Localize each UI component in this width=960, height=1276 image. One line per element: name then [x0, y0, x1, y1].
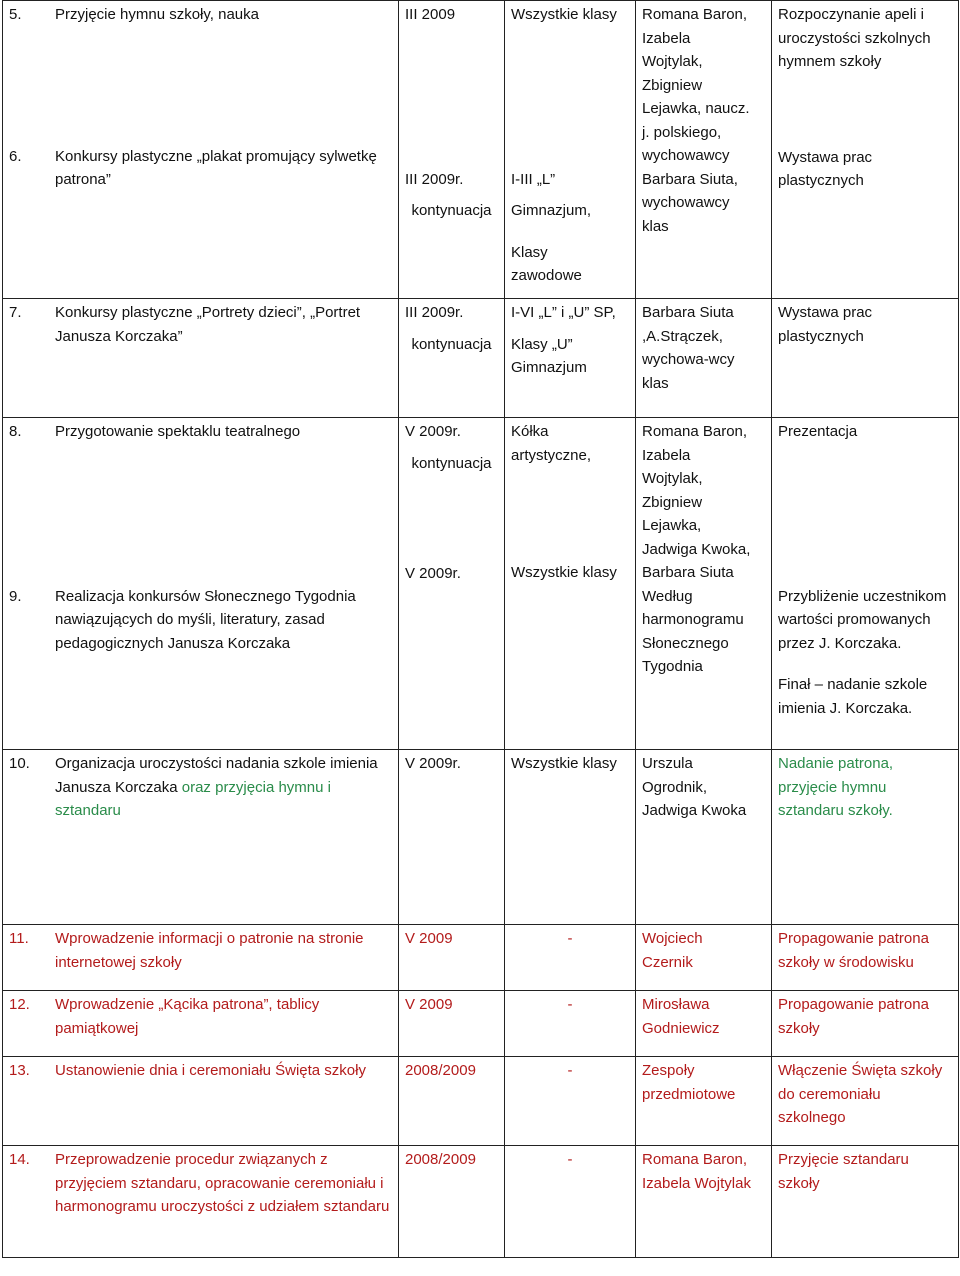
responsible-cell	[636, 925, 772, 991]
table-row	[3, 418, 959, 750]
responsible-text: Jadwiga Kwoka,	[642, 540, 751, 558]
date-text: V 2009r.	[405, 565, 461, 582]
result-cell	[772, 1, 959, 299]
responsible-text: Barbara Siuta,	[642, 170, 738, 188]
responsible-text: Zbigniew	[642, 76, 703, 94]
task-text-part: Organizacja uroczystości nadania szkole imienia Janusza Korczaka	[55, 755, 378, 796]
responsible-text: klas	[642, 374, 669, 392]
responsible-text: Barbara Siuta	[642, 304, 734, 321]
date-note: kontynuacja	[411, 335, 492, 353]
date-cell	[399, 299, 505, 418]
group-cell	[505, 991, 636, 1057]
responsible-text: Lejawka, naucz.	[642, 100, 750, 117]
result-text: Wystawa prac plastycznych	[778, 304, 873, 345]
responsible-cell	[636, 991, 772, 1057]
group-cell	[505, 1146, 636, 1258]
responsible-cell	[636, 1146, 772, 1258]
result-text: Włączenie Święta szkoły do ceremoniału szkolnego	[778, 1062, 943, 1126]
responsible-text: wychowawcy	[642, 194, 730, 211]
group-text: Gimnazjum	[511, 359, 587, 376]
row-number: 12.	[9, 996, 30, 1013]
responsible-text: ,A.Strączek,	[642, 327, 723, 345]
responsible-text: Izabela	[642, 29, 691, 47]
group-text: Wszystkie klasy	[511, 564, 617, 581]
date-text: 2008/2009	[405, 1062, 476, 1079]
task-cell	[3, 1057, 399, 1146]
task-text: Konkursy plastyczne „Portrety dzieci”, „Portret Janusza Korczaka”	[55, 304, 361, 345]
task-cell	[3, 1146, 399, 1258]
row-number: 13.	[9, 1062, 30, 1079]
result-cell	[772, 750, 959, 925]
date-cell	[399, 1146, 505, 1258]
group-text: -	[567, 1151, 573, 1168]
responsible-cell	[636, 299, 772, 418]
date-text: V 2009r.	[405, 423, 461, 440]
result-text: Finał – nadanie szkole imienia J. Korczaka.	[778, 676, 928, 717]
date-cell	[399, 991, 505, 1057]
responsible-text: Słonecznego	[642, 634, 729, 652]
result-cell	[772, 1057, 959, 1146]
result-text: Przyjęcie sztandaru szkoły	[778, 1151, 909, 1192]
group-text: Klasy „U”	[511, 335, 573, 353]
result-text: Propagowanie patrona szkoły w środowisku	[778, 930, 929, 971]
group-text: Wszystkie klasy	[511, 755, 617, 772]
responsible-text: Mirosława	[642, 996, 710, 1013]
group-text: Wszystkie klasy	[511, 6, 617, 23]
result-cell	[772, 925, 959, 991]
group-cell	[505, 1057, 636, 1146]
row-number: 6.	[9, 147, 22, 165]
group-text: zawodowe	[511, 267, 582, 284]
row-number: 10.	[9, 755, 30, 772]
responsible-text: harmonogramu	[642, 611, 744, 628]
responsible-text: Wojciech	[642, 930, 703, 947]
group-cell	[505, 750, 636, 925]
date-cell	[399, 1, 505, 299]
task-text: Przeprowadzenie procedur związanych z przyjęciem sztandaru, opracowanie ceremoniału i harmonogramu uroczystości z udziałem sztandaru	[55, 1151, 390, 1215]
responsible-cell	[636, 1, 772, 299]
date-text: III 2009r.	[405, 304, 464, 321]
group-text: -	[567, 996, 573, 1013]
date-cell	[399, 925, 505, 991]
task-cell	[3, 991, 399, 1057]
result-cell	[772, 1146, 959, 1258]
responsible-text: Zespoły	[642, 1062, 695, 1079]
task-text: Wprowadzenie informacji o patronie na stronie internetowej szkoły	[55, 930, 364, 971]
date-text: V 2009	[405, 996, 453, 1013]
responsible-text: Izabela	[642, 446, 691, 464]
group-text: Kółka artystyczne,	[511, 423, 592, 464]
table-row	[3, 1057, 959, 1146]
date-text: V 2009r.	[405, 755, 461, 772]
date-text: V 2009	[405, 930, 453, 947]
result-text: Przybliżenie uczestnikom wartości promowanych przez J. Korczaka.	[778, 587, 947, 652]
table-row	[3, 991, 959, 1057]
date-text: III 2009	[405, 6, 456, 23]
date-note: kontynuacja	[411, 454, 492, 472]
result-cell	[772, 299, 959, 418]
task-cell	[3, 925, 399, 991]
responsible-text: Czernik	[642, 953, 693, 971]
responsible-text: Zbigniew	[642, 493, 703, 511]
result-text: Prezentacja	[778, 423, 858, 440]
task-text: Konkursy plastyczne „plakat promujący sylwetkę patrona”	[55, 147, 377, 188]
responsible-cell	[636, 750, 772, 925]
responsible-text: Według	[642, 587, 693, 605]
responsible-cell	[636, 1057, 772, 1146]
responsible-text: Romana Baron,	[642, 6, 748, 23]
task-text: Przyjęcie hymnu szkoły, nauka	[55, 6, 259, 23]
responsible-text: Wojtylak,	[642, 470, 703, 487]
table-row	[3, 750, 959, 925]
result-cell	[772, 991, 959, 1057]
responsible-text: wychowawcy	[642, 147, 730, 164]
result-text: Rozpoczynanie apeli i uroczystości szkolnych hymnem szkoły	[778, 6, 931, 70]
date-cell	[399, 750, 505, 925]
table-row	[3, 1146, 959, 1258]
responsible-text: Wojtylak,	[642, 53, 703, 70]
result-text: Wystawa prac plastycznych	[778, 148, 873, 189]
responsible-text: Urszula	[642, 755, 693, 772]
date-note: kontynuacja	[411, 202, 492, 219]
responsible-text: Tygodnia	[642, 658, 703, 675]
task-cell	[3, 750, 399, 925]
task-cell	[3, 418, 399, 750]
responsible-text: Romana Baron,	[642, 1151, 748, 1168]
group-text: I-VI „L” i „U” SP,	[511, 304, 616, 321]
task-cell	[3, 299, 399, 418]
group-cell	[505, 925, 636, 991]
responsible-text: przedmiotowe	[642, 1085, 736, 1103]
group-text: -	[567, 930, 573, 947]
responsible-text: klas	[642, 217, 669, 235]
responsible-text: j. polskiego,	[642, 123, 722, 141]
row-number: 9.	[9, 587, 22, 605]
table-row	[3, 1, 959, 299]
responsible-text: Jadwiga Kwoka	[642, 802, 747, 819]
responsible-cell	[636, 418, 772, 750]
result-text: Nadanie patrona, przyjęcie hymnu sztandaru szkoły.	[778, 755, 894, 819]
date-cell	[399, 418, 505, 750]
group-text: I-III „L”	[511, 170, 556, 188]
group-text: Klasy	[511, 243, 548, 261]
responsible-text: Barbara Siuta	[642, 564, 734, 581]
group-text: -	[567, 1062, 573, 1079]
task-text: Ustanowienie dnia i ceremoniału Święta szkoły	[55, 1062, 366, 1079]
responsible-text: Godniewicz	[642, 1019, 720, 1037]
responsible-text: wychowa-wcy	[642, 351, 735, 368]
group-cell	[505, 1, 636, 299]
group-cell	[505, 418, 636, 750]
table-row	[3, 925, 959, 991]
responsible-text: Lejawka,	[642, 517, 702, 534]
task-text: Wprowadzenie „Kącika patrona”, tablicy pamiątkowej	[55, 996, 320, 1037]
row-number: 11.	[9, 930, 29, 947]
row-number: 7.	[9, 304, 22, 321]
group-text: Gimnazjum,	[511, 202, 592, 219]
responsible-text: Ogrodnik,	[642, 778, 708, 796]
date-text: 2008/2009	[405, 1151, 476, 1168]
group-cell	[505, 299, 636, 418]
task-text: Przygotowanie spektaklu teatralnego	[55, 423, 301, 440]
result-cell	[772, 418, 959, 750]
row-number: 8.	[9, 423, 22, 440]
task-text: Realizacja konkursów Słonecznego Tygodnia nawiązujących do myśli, literatury, zasad pedagogicznych Janusza Korczaka	[55, 587, 356, 652]
task-text-highlight: oraz przyjęcia hymnu i sztandaru	[55, 778, 331, 819]
table-row	[3, 299, 959, 418]
result-text: Propagowanie patrona szkoły	[778, 996, 929, 1037]
responsible-text: Izabela Wojtylak	[642, 1174, 751, 1192]
task-text	[55, 752, 392, 823]
task-cell	[3, 1, 399, 299]
date-cell	[399, 1057, 505, 1146]
date-text: III 2009r.	[405, 170, 464, 188]
row-number: 14.	[9, 1151, 30, 1168]
responsible-text: Romana Baron,	[642, 423, 748, 440]
plan-table	[2, 0, 959, 1258]
row-number: 5.	[9, 6, 22, 23]
